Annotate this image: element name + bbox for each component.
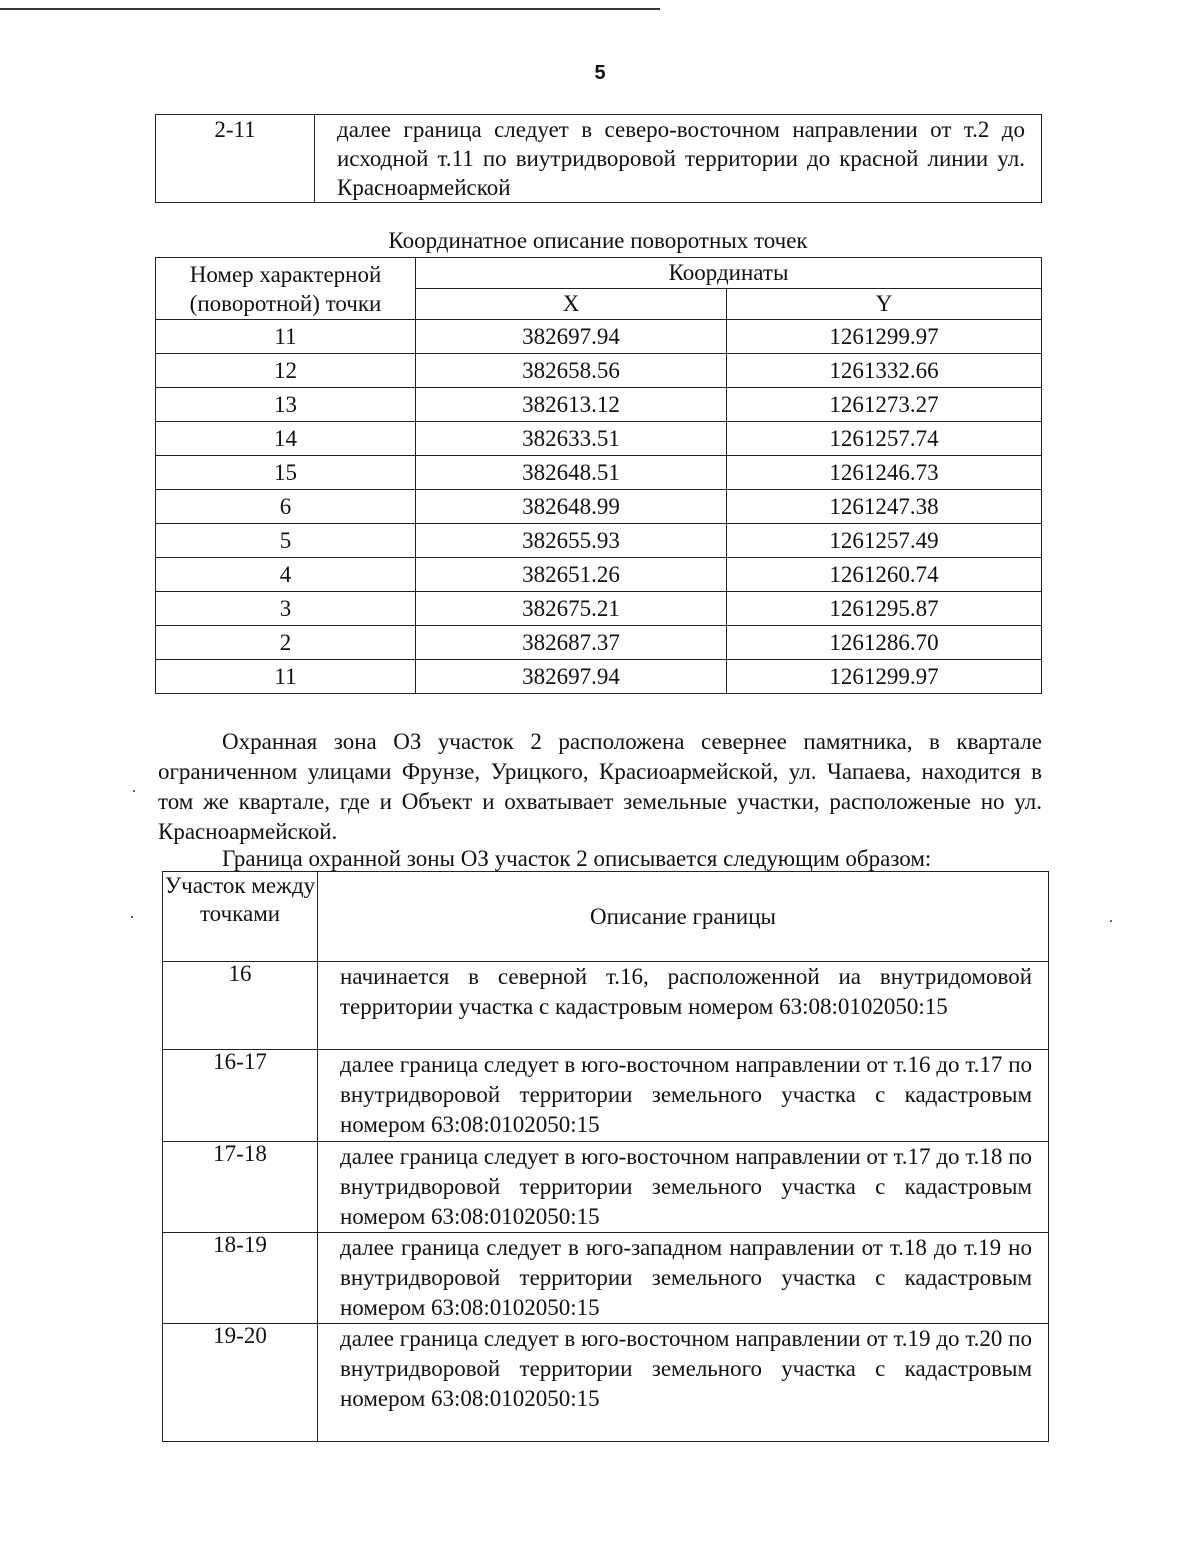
x-cell: 382687.37 bbox=[416, 626, 727, 660]
x-cell: 382651.26 bbox=[416, 558, 727, 592]
point-cell: 14 bbox=[156, 422, 416, 456]
y-header: Y bbox=[727, 289, 1042, 320]
table-row bbox=[163, 1142, 1049, 1233]
paragraph-text: Охранная зона ОЗ участок 2 расположена севернее памятника, в квартале ограниченном улицами Фрунзе, Урицкого, Красиоармейской, ул. Чапаева, находится в том же квартале, где и Объект и охватывает земельные участки, расположеные но ул. Красноармейской. bbox=[158, 729, 1042, 844]
table-row bbox=[156, 592, 1042, 626]
segment-cell: 17-18 bbox=[163, 1142, 318, 1233]
point-header: Номер характерной (поворотной) точки bbox=[156, 258, 416, 320]
table-row bbox=[156, 456, 1042, 490]
point-cell: 3 bbox=[156, 592, 416, 626]
x-cell: 382648.99 bbox=[416, 490, 727, 524]
segment-cell: 2-11 bbox=[156, 115, 315, 203]
table-row bbox=[163, 962, 1049, 1050]
boundary-table bbox=[162, 871, 1049, 1442]
description-cell: далее граница следует в юго-восточном направлении от т.16 до т.17 по внутридворовой территории земельного участка с кадастровым номером 63:08:0102050:15 bbox=[318, 1050, 1049, 1142]
scan-speck bbox=[131, 916, 133, 918]
table-row bbox=[163, 1050, 1049, 1142]
description-cell: далее граница следует в юго-западном направлении от т.18 до т.19 но внутридворовой территории земельного участка с кадастровым номером 63:08:0102050:15 bbox=[318, 1233, 1049, 1324]
x-cell: 382697.94 bbox=[416, 320, 727, 354]
coords-body bbox=[156, 320, 1042, 694]
y-cell: 1261260.74 bbox=[727, 558, 1042, 592]
point-cell: 15 bbox=[156, 456, 416, 490]
point-cell: 11 bbox=[156, 320, 416, 354]
table-row bbox=[156, 626, 1042, 660]
y-cell: 1261257.49 bbox=[727, 524, 1042, 558]
table-row bbox=[163, 1233, 1049, 1324]
segment-cell: 16 bbox=[163, 962, 318, 1050]
boundary-continuation-table bbox=[155, 114, 1042, 203]
description-cell: начинается в северной т.16, расположенной иа внутридомовой территории участка с кадастровым номером 63:08:0102050:15 bbox=[318, 962, 1049, 1050]
x-cell: 382655.93 bbox=[416, 524, 727, 558]
y-cell: 1261299.97 bbox=[727, 320, 1042, 354]
y-cell: 1261332.66 bbox=[727, 354, 1042, 388]
table-row bbox=[156, 524, 1042, 558]
x-cell: 382697.94 bbox=[416, 660, 727, 694]
boundary-body bbox=[163, 962, 1049, 1442]
description-header: Описание границы bbox=[318, 872, 1049, 962]
description-cell: далее граница следует в северо-восточном направлении от т.2 до исходной т.11 по виутридворовой территории до красной линии ул. Красноармейской bbox=[315, 115, 1042, 203]
coordinates-table bbox=[155, 257, 1042, 694]
point-cell: 2 bbox=[156, 626, 416, 660]
coords-caption: Координатное описание поворотных точек bbox=[388, 228, 808, 253]
segment-cell: 19-20 bbox=[163, 1324, 318, 1442]
page-number: 5 bbox=[594, 62, 606, 84]
scan-speck bbox=[1110, 920, 1112, 922]
y-cell: 1261286.70 bbox=[727, 626, 1042, 660]
point-cell: 4 bbox=[156, 558, 416, 592]
table-row bbox=[163, 1324, 1049, 1442]
x-cell: 382658.56 bbox=[416, 354, 727, 388]
y-cell: 1261257.74 bbox=[727, 422, 1042, 456]
point-cell: 5 bbox=[156, 524, 416, 558]
y-cell: 1261247.38 bbox=[727, 490, 1042, 524]
x-cell: 382613.12 bbox=[416, 388, 727, 422]
zone-paragraph bbox=[158, 727, 1042, 847]
y-cell: 1261299.97 bbox=[727, 660, 1042, 694]
table-row bbox=[156, 558, 1042, 592]
table-row bbox=[156, 354, 1042, 388]
boundary-caption: Граница охранной зоны ОЗ участок 2 описывается следующим образом: bbox=[222, 846, 932, 871]
x-cell: 382633.51 bbox=[416, 422, 727, 456]
header-row bbox=[163, 872, 1049, 962]
segment-cell: 16-17 bbox=[163, 1050, 318, 1142]
segment-header: Участок между точками bbox=[163, 872, 318, 962]
segment-cell: 18-19 bbox=[163, 1233, 318, 1324]
scan-top-line bbox=[0, 8, 660, 10]
y-cell: 1261295.87 bbox=[727, 592, 1042, 626]
table-row bbox=[156, 388, 1042, 422]
header-row bbox=[156, 258, 1042, 289]
table-row bbox=[156, 422, 1042, 456]
point-cell: 12 bbox=[156, 354, 416, 388]
y-cell: 1261246.73 bbox=[727, 456, 1042, 490]
description-cell: далее граница следует в юго-восточном направлении от т.19 до т.20 по внутридворовой территории земельного участка с кадастровым номером 63:08:0102050:15 bbox=[318, 1324, 1049, 1442]
point-cell: 6 bbox=[156, 490, 416, 524]
scan-speck bbox=[133, 790, 135, 792]
coords-header: Координаты bbox=[416, 258, 1042, 289]
description-cell: далее граница следует в юго-восточном направлении от т.17 до т.18 по внутридворовой территории земельного участка с кадастровым номером 63:08:0102050:15 bbox=[318, 1142, 1049, 1233]
table-row bbox=[156, 115, 1042, 203]
x-header: X bbox=[416, 289, 727, 320]
y-cell: 1261273.27 bbox=[727, 388, 1042, 422]
x-cell: 382675.21 bbox=[416, 592, 727, 626]
point-cell: 13 bbox=[156, 388, 416, 422]
point-cell: 11 bbox=[156, 660, 416, 694]
table-row bbox=[156, 660, 1042, 694]
table-row bbox=[156, 490, 1042, 524]
table-row bbox=[156, 320, 1042, 354]
x-cell: 382648.51 bbox=[416, 456, 727, 490]
